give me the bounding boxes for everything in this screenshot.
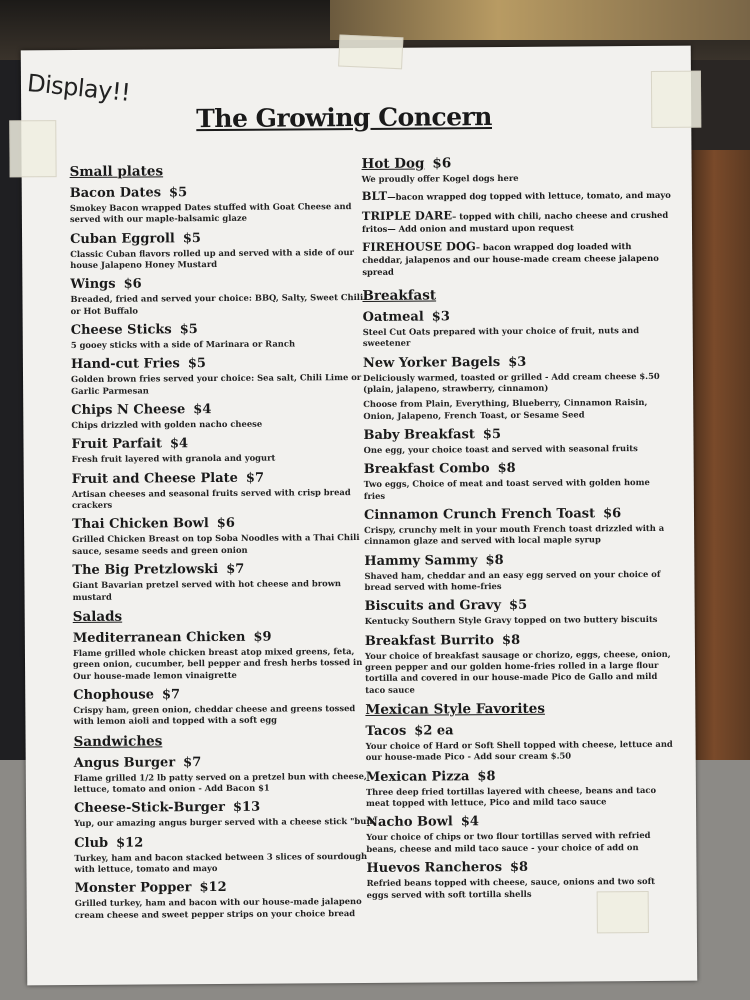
item-description: —bacon wrapped dog topped with lettuce, tomato, and mayo bbox=[387, 190, 671, 203]
menu-item bbox=[75, 879, 380, 921]
item-description: Flame grilled 1/2 lb patty served on a pretzel bun with cheese, lettuce, tomato and onion - Add Bacon $1 bbox=[73, 770, 367, 794]
item-name: Bacon Dates bbox=[69, 185, 162, 202]
menu-item bbox=[72, 515, 377, 557]
item-description: One egg, your choice toast and served with seasonal fruits bbox=[363, 443, 638, 455]
item-name: Mexican Pizza bbox=[365, 769, 470, 785]
item-price: $5 bbox=[508, 598, 528, 614]
item-price: $4 bbox=[169, 436, 189, 452]
item-name: Thai Chicken Bowl bbox=[72, 516, 209, 533]
item-price: $6 bbox=[216, 516, 235, 532]
item-description: Golden brown fries served your choice: Sea salt, Chili Lime or Garlic Parmesan bbox=[71, 372, 362, 396]
item-description: Fresh fruit layered with granola and yogurt bbox=[71, 453, 276, 465]
menu-item bbox=[362, 187, 672, 205]
item-description: Flame grilled whole chicken breast atop mixed greens, feta, green onion, cucumber, bell pepper and fresh herbs tossed in Our house-made lemon vinaigrette bbox=[72, 645, 363, 681]
item-name: Baby Breakfast bbox=[363, 427, 475, 443]
menu-item bbox=[364, 552, 674, 594]
menu-item bbox=[366, 859, 676, 901]
item-price: $5 bbox=[168, 185, 188, 201]
item-name: Cheese Sticks bbox=[70, 322, 172, 339]
menu-item bbox=[365, 722, 675, 764]
item-name: Biscuits and Gravy bbox=[364, 598, 502, 615]
item-name: Fruit and Cheese Plate bbox=[71, 470, 238, 487]
item-name: Oatmeal bbox=[362, 309, 424, 325]
item-price: $5 bbox=[182, 230, 201, 246]
item-description: Grilled Chicken Breast on top Soba Noodles with a Thai Chili sauce, sesame seeds and green onion bbox=[72, 532, 360, 556]
item-price: $6 bbox=[432, 155, 452, 172]
left-column bbox=[69, 156, 379, 923]
item-name: Mediterranean Chicken bbox=[72, 629, 246, 646]
menu-item bbox=[71, 401, 376, 431]
menu-item bbox=[362, 207, 672, 236]
item-name: Club bbox=[74, 835, 109, 851]
item-name: Hand-cut Fries bbox=[70, 356, 180, 373]
item-price: $12 bbox=[116, 835, 144, 851]
item-description: – bacon wrapped dog loaded with cheddar, jalapenos and our house-made cream cheese jalapeno spread bbox=[362, 240, 659, 277]
item-name: New Yorker Bagels bbox=[362, 354, 501, 371]
item-price: $12 bbox=[199, 880, 227, 896]
item-price: $8 bbox=[497, 461, 516, 477]
item-description: Shaved ham, cheddar and an easy egg served on your choice of bread served with home-fries bbox=[364, 568, 661, 593]
item-description: Turkey, ham and bacon stacked between 3 slices of sourdough with lettuce, tomato and mayo bbox=[74, 850, 368, 874]
menu-item bbox=[71, 355, 376, 397]
display-case bbox=[330, 0, 750, 40]
item-name: Tacos bbox=[365, 723, 407, 740]
item-name: Chips N Cheese bbox=[71, 402, 186, 419]
menu-item bbox=[73, 629, 378, 682]
item-description: Breaded, fried and served your choice: BBQ, Salty, Sweet Chili or Hot Buffalo bbox=[70, 292, 364, 316]
item-price: $8 bbox=[509, 860, 529, 876]
item-price: $4 bbox=[460, 814, 479, 830]
item-description: Your choice of Hard or Soft Shell topped with cheese, lettuce and our house-made Pico - Add sour cream $.50 bbox=[365, 738, 673, 763]
tape-top bbox=[338, 34, 403, 69]
menu-item bbox=[365, 597, 675, 628]
item-price: $13 bbox=[232, 799, 261, 816]
item-name: Angus Burger bbox=[73, 754, 176, 771]
item-description: Kentucky Southern Style Gravy topped on two buttery biscuits bbox=[364, 614, 658, 627]
menu-item bbox=[73, 686, 378, 728]
menu-item bbox=[364, 506, 674, 548]
menu-item bbox=[72, 561, 377, 603]
item-price: $5 bbox=[187, 356, 207, 372]
item-price: $5 bbox=[482, 426, 502, 443]
menu-item bbox=[70, 184, 375, 226]
item-name: Chophouse bbox=[73, 687, 155, 703]
menu-item bbox=[365, 632, 675, 697]
item-name: Wings bbox=[70, 277, 116, 293]
menu-item bbox=[74, 833, 379, 875]
item-price: $4 bbox=[193, 402, 212, 418]
menu-item bbox=[71, 321, 376, 351]
item-name: Breakfast Burrito bbox=[364, 632, 495, 649]
item-description: Two eggs, Choice of meat and toast served with golden home fries bbox=[363, 477, 650, 501]
item-description: Chips drizzled with golden nacho cheese bbox=[71, 418, 263, 431]
menu-item bbox=[363, 426, 673, 457]
item-name: TRIPLE DARE bbox=[361, 208, 453, 223]
menu-item bbox=[70, 230, 375, 272]
item-description: 5 gooey sticks with a side of Marinara or Ranch bbox=[70, 338, 296, 351]
menu-item bbox=[363, 308, 673, 350]
section-heading-salads: Salads bbox=[72, 608, 123, 625]
item-price: $8 bbox=[501, 632, 521, 648]
menu-item bbox=[72, 470, 377, 512]
item-name: BLT bbox=[361, 189, 388, 204]
item-name: Cinnamon Crunch French Toast bbox=[363, 506, 596, 523]
item-price: $7 bbox=[161, 687, 181, 703]
item-name: Huevos Rancheros bbox=[366, 860, 503, 877]
item-price: $7 bbox=[183, 754, 202, 770]
menu-sheet bbox=[21, 46, 698, 986]
item-description: – topped with chili, nacho cheese and crushed fritos— Add onion and mustard upon request bbox=[361, 209, 669, 235]
section-heading-breakfast: Breakfast bbox=[362, 287, 437, 304]
item-description: Crispy ham, green onion, cheddar cheese and greens tossed with lemon aioli and topped with a soft egg bbox=[73, 702, 356, 727]
item-price: $3 bbox=[431, 309, 450, 325]
item-description: Choose from Plain, Everything, Blueberry, Cinnamon Raisin, Onion, Jalapeno, French Toast, or Sesame Seed bbox=[363, 397, 648, 421]
item-description: Your choice of breakfast sausage or chorizo, eggs, cheese, onion, green pepper and our golden home-fries rolled in a large flour tortilla and covered in our house-made Pico de Gallo and mild taco sauce bbox=[364, 648, 671, 695]
menu-title: The Growing Concern bbox=[196, 102, 493, 134]
item-name: Cuban Eggroll bbox=[70, 230, 175, 247]
menu-item bbox=[74, 753, 379, 795]
menu-item bbox=[74, 799, 379, 829]
item-description: Steel Cut Oats prepared with your choice of fruit, nuts and sweetener bbox=[362, 324, 640, 349]
item-price: $9 bbox=[253, 629, 272, 645]
item-name: Fruit Parfait bbox=[71, 436, 162, 453]
item-description: Deliciously warmed, toasted or grilled - Add cream cheese $.50 (plain, jalapeno, strawberry, cinnamon) bbox=[363, 370, 660, 394]
tape-top-left bbox=[9, 120, 56, 177]
item-description: Yup, our amazing angus burger served with a cheese stick "bun" bbox=[74, 816, 377, 829]
item-description: Refried beans topped with cheese, sauce, onions and two soft eggs served with soft tortilla shells bbox=[366, 876, 656, 900]
section-heading-sandwiches: Sandwiches bbox=[73, 732, 163, 750]
item-price: $2 ea bbox=[414, 723, 454, 739]
menu-item bbox=[71, 435, 376, 465]
section-heading-small-plates: Small plates bbox=[69, 163, 164, 181]
menu-item bbox=[364, 460, 674, 502]
item-description: Classic Cuban flavors rolled up and served with a side of our house Jalapeno Honey Mustard bbox=[70, 246, 354, 271]
section-heading-mexican: Mexican Style Favorites bbox=[365, 700, 545, 719]
tape-top-right bbox=[651, 71, 701, 128]
item-description: Artisan cheeses and seasonal fruits served with crisp bread crackers bbox=[71, 486, 351, 511]
item-name: FIREHOUSE DOG bbox=[362, 238, 476, 254]
item-name: Monster Popper bbox=[74, 880, 192, 897]
item-description: Three deep fried tortillas layered with cheese, beans and taco meat topped with lettuce, Pico and mild taco sauce bbox=[365, 784, 657, 809]
menu-item bbox=[362, 238, 672, 278]
item-description: Giant Bavarian pretzel served with hot cheese and brown mustard bbox=[72, 578, 342, 602]
item-name: The Big Pretzlowski bbox=[72, 562, 219, 579]
item-price: $7 bbox=[226, 561, 245, 578]
item-price: $5 bbox=[179, 322, 198, 338]
hot-dog-intro: We proudly offer Kogel dogs here bbox=[361, 172, 519, 184]
menu-item bbox=[363, 353, 673, 422]
right-column bbox=[361, 154, 676, 903]
menu-item bbox=[70, 275, 375, 317]
item-description: Smokey Bacon wrapped Dates stuffed with Goat Cheese and served with our maple-balsamic glaze bbox=[69, 201, 352, 225]
handwritten-note: Display!! bbox=[25, 68, 132, 107]
item-name: Breakfast Combo bbox=[363, 461, 490, 478]
item-price: $8 bbox=[477, 768, 496, 784]
section-heading-hot-dog: Hot Dog bbox=[361, 155, 425, 172]
menu-item bbox=[366, 813, 676, 855]
item-price: $6 bbox=[123, 276, 142, 293]
item-price: $7 bbox=[245, 470, 265, 486]
item-price: $3 bbox=[508, 354, 527, 370]
item-description: Crispy, crunchy melt in your mouth French toast drizzled with a cinnamon glaze and served with local maple syrup bbox=[364, 522, 665, 547]
item-price: $8 bbox=[485, 552, 504, 568]
item-name: Cheese-Stick-Burger bbox=[73, 800, 226, 817]
menu-item bbox=[366, 768, 676, 810]
item-price: $6 bbox=[603, 506, 622, 522]
item-description: Your choice of chips or two flour tortillas served with refried beans, cheese and mild taco sauce - your choice of add on bbox=[366, 830, 651, 854]
item-name: Hammy Sammy bbox=[364, 552, 478, 569]
item-description: Grilled turkey, ham and bacon with our house-made jalapeno cream cheese and sweet pepper strips on your choice bread bbox=[74, 896, 362, 920]
item-name: Nacho Bowl bbox=[366, 814, 453, 831]
